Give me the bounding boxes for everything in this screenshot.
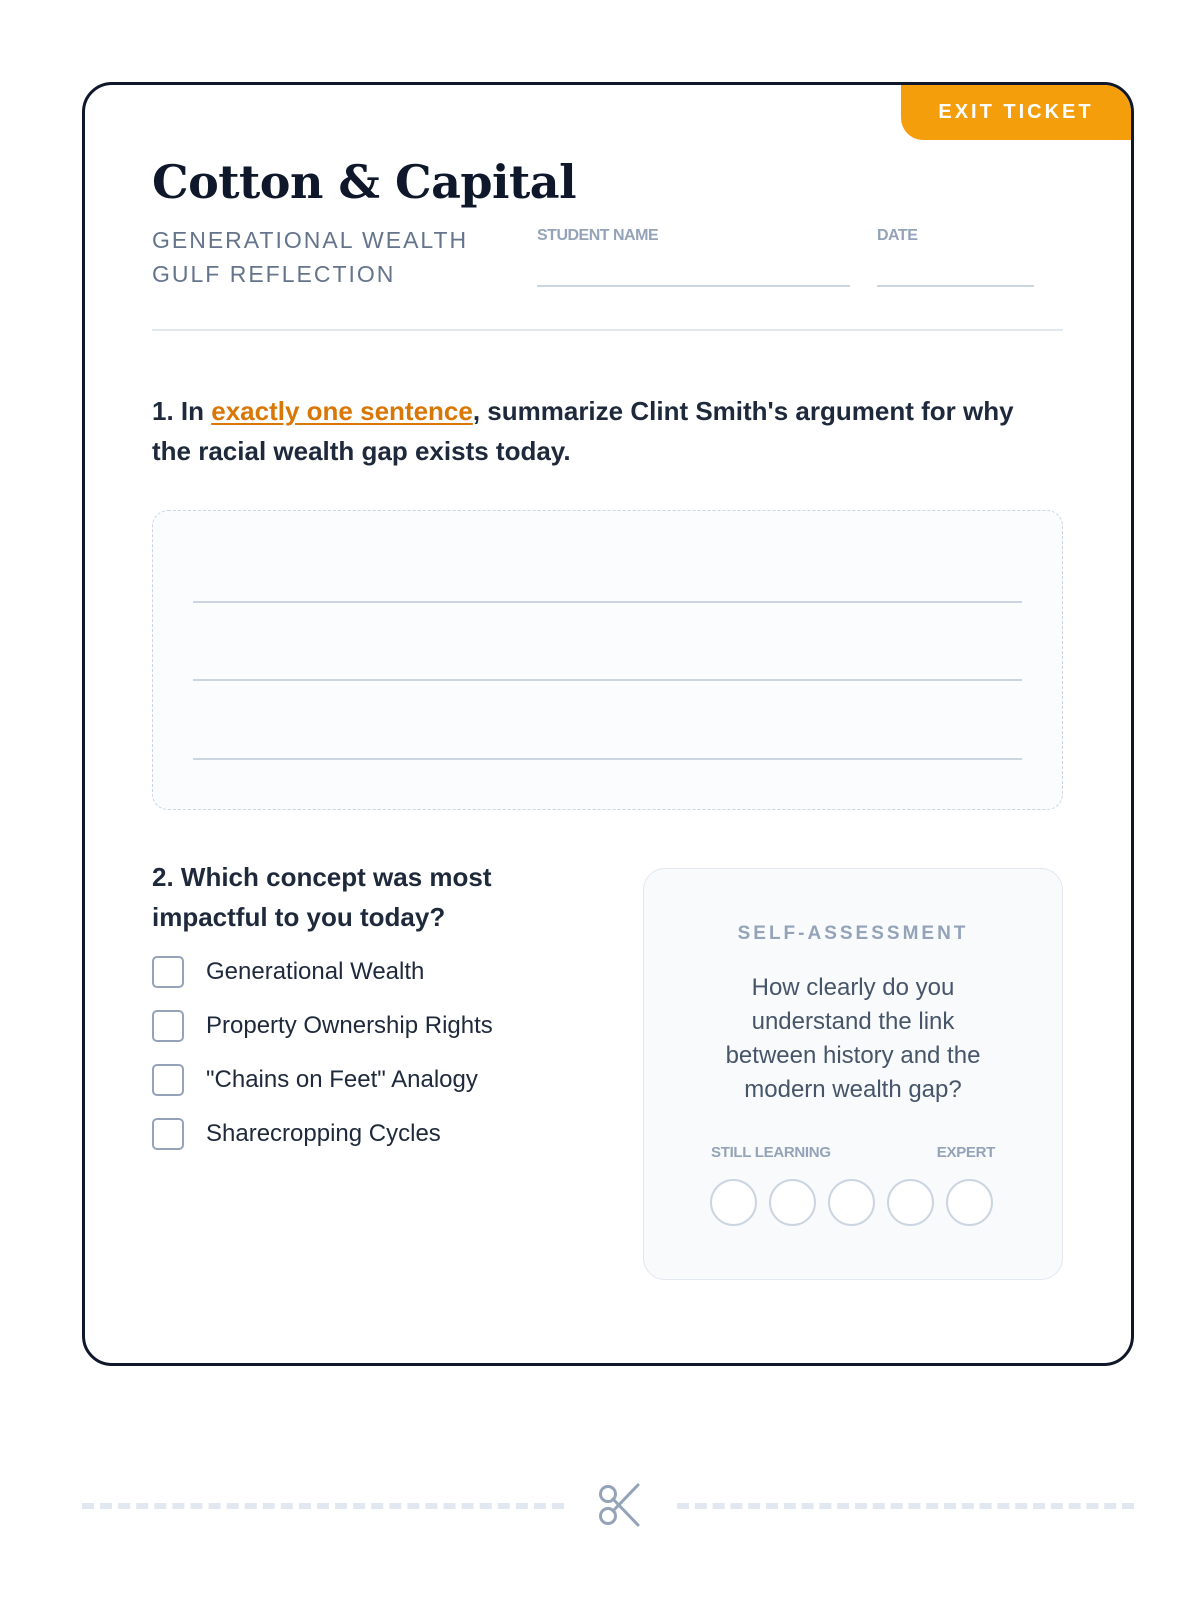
rating-circle-1[interactable] bbox=[710, 1179, 757, 1226]
option-label: "Chains on Feet" Analogy bbox=[206, 1066, 478, 1093]
self-assessment-panel bbox=[643, 868, 1063, 1280]
rating-circle-2[interactable] bbox=[769, 1179, 816, 1226]
rating-circle-5[interactable] bbox=[946, 1179, 993, 1226]
page-title: Cotton & Capital bbox=[152, 155, 577, 209]
option-sharecropping-cycles[interactable] bbox=[152, 1117, 493, 1151]
page-subtitle: GENERATIONAL WEALTH GULF REFLECTION bbox=[152, 227, 469, 287]
scale-high-label: EXPERT bbox=[936, 1144, 995, 1161]
student-name-field[interactable] bbox=[537, 285, 850, 287]
cut-line-left bbox=[82, 1503, 564, 1509]
option-label: Sharecropping Cycles bbox=[206, 1120, 441, 1147]
rating-circle-4[interactable] bbox=[887, 1179, 934, 1226]
exit-ticket-card bbox=[82, 82, 1134, 1366]
scissors-icon bbox=[595, 1480, 645, 1530]
cut-line-right bbox=[677, 1503, 1134, 1509]
rating-scale bbox=[710, 1179, 993, 1226]
rating-circle-3[interactable] bbox=[828, 1179, 875, 1226]
answer-line bbox=[193, 758, 1022, 760]
concept-options bbox=[152, 955, 493, 1171]
question-2: 2. Which concept was most impactful to you today? bbox=[152, 862, 492, 932]
option-chains-on-feet-analogy[interactable] bbox=[152, 1063, 493, 1097]
checkbox[interactable] bbox=[152, 1064, 184, 1096]
scale-low-label: STILL LEARNING bbox=[711, 1144, 831, 1161]
answer-line bbox=[193, 679, 1022, 681]
question-1 bbox=[152, 391, 1042, 471]
self-assessment-heading: SELF-ASSESSMENT bbox=[737, 923, 969, 944]
checkbox[interactable] bbox=[152, 1010, 184, 1042]
question-1-prefix: 1. In bbox=[152, 396, 212, 426]
self-assessment-question: How clearly do you understand the link between history and the modern wealth gap? bbox=[725, 974, 981, 1103]
checkbox[interactable] bbox=[152, 1118, 184, 1150]
date-label: DATE bbox=[877, 227, 918, 244]
option-property-ownership-rights[interactable] bbox=[152, 1009, 493, 1043]
answer-box[interactable] bbox=[152, 510, 1063, 810]
question-1-highlight: exactly one sentence bbox=[211, 396, 473, 426]
option-label: Property Ownership Rights bbox=[206, 1012, 493, 1039]
option-label: Generational Wealth bbox=[206, 958, 425, 985]
option-generational-wealth[interactable] bbox=[152, 955, 493, 989]
question-1-suffix: , summarize Clint Smith's argument for why the racial wealth gap exists today. bbox=[152, 396, 1014, 466]
header-divider bbox=[152, 329, 1063, 331]
answer-line bbox=[193, 601, 1022, 603]
exit-ticket-tag: EXIT TICKET bbox=[901, 85, 1131, 140]
student-name-label: STUDENT NAME bbox=[537, 227, 659, 244]
date-field[interactable] bbox=[877, 285, 1034, 287]
checkbox[interactable] bbox=[152, 956, 184, 988]
